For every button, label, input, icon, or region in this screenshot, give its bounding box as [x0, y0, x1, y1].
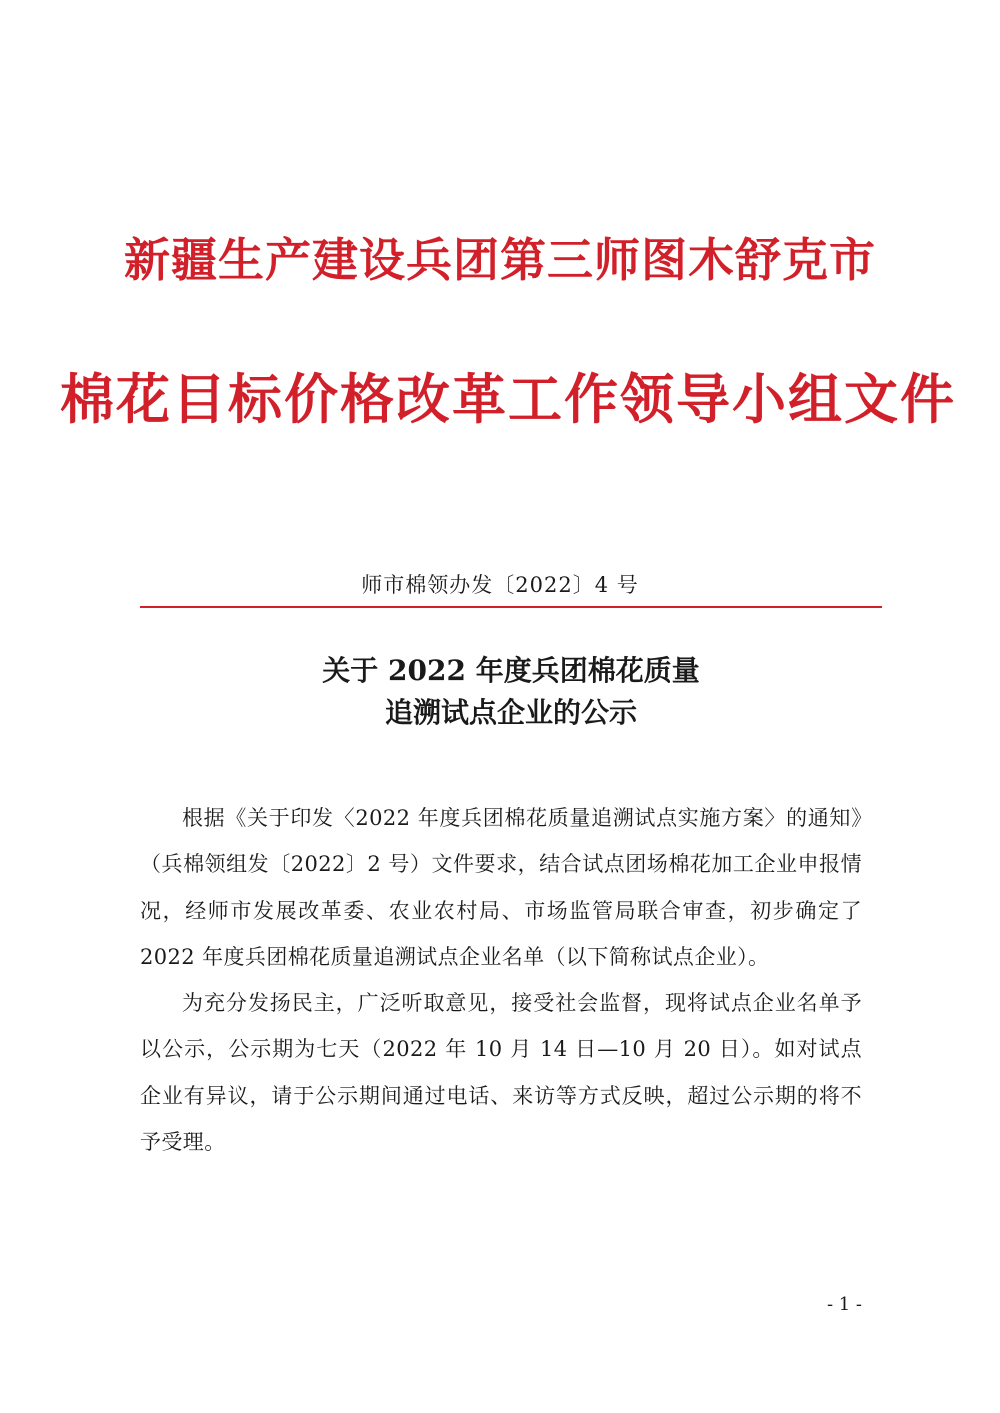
body-paragraph-2: 为充分发扬民主，广泛听取意见，接受社会监督，现将试点企业名单予以公示，公示期为七天（2022 年 10 月 14 日—10 月 20 日）。如对试点企业有异议，请于公示期间通过电话、来访等方式反映，超过公示期的将不予受理。	[140, 991, 862, 1155]
issuing-organization-line: 新疆生产建设兵团第三师图木舒克市	[124, 233, 876, 287]
document-title-line-2: 追溯试点企业的公示	[384, 696, 637, 729]
document-title	[140, 650, 882, 734]
document-type-line: 棉花目标价格改革工作领导小组文件	[60, 368, 956, 431]
page-number: - 1 -	[826, 1294, 862, 1315]
body-paragraph-1: 根据《关于印发〈2022 年度兵团棉花质量追溯试点实施方案〉的通知》（兵棉领组发〔2022〕2 号）文件要求，结合试点团场棉花加工企业申报情况，经师市发展改革委、农业农村局、市场监管局联合审查，初步确定了 2022 年度兵团棉花质量追溯试点企业名单（以下简称试点企业）。	[140, 806, 862, 969]
document-title-line-1: 关于 2022 年度兵团棉花质量	[322, 654, 700, 687]
document-number: 师市棉领办发〔2022〕4 号	[361, 573, 639, 597]
document-body	[140, 795, 862, 1165]
red-divider-line	[140, 606, 882, 608]
